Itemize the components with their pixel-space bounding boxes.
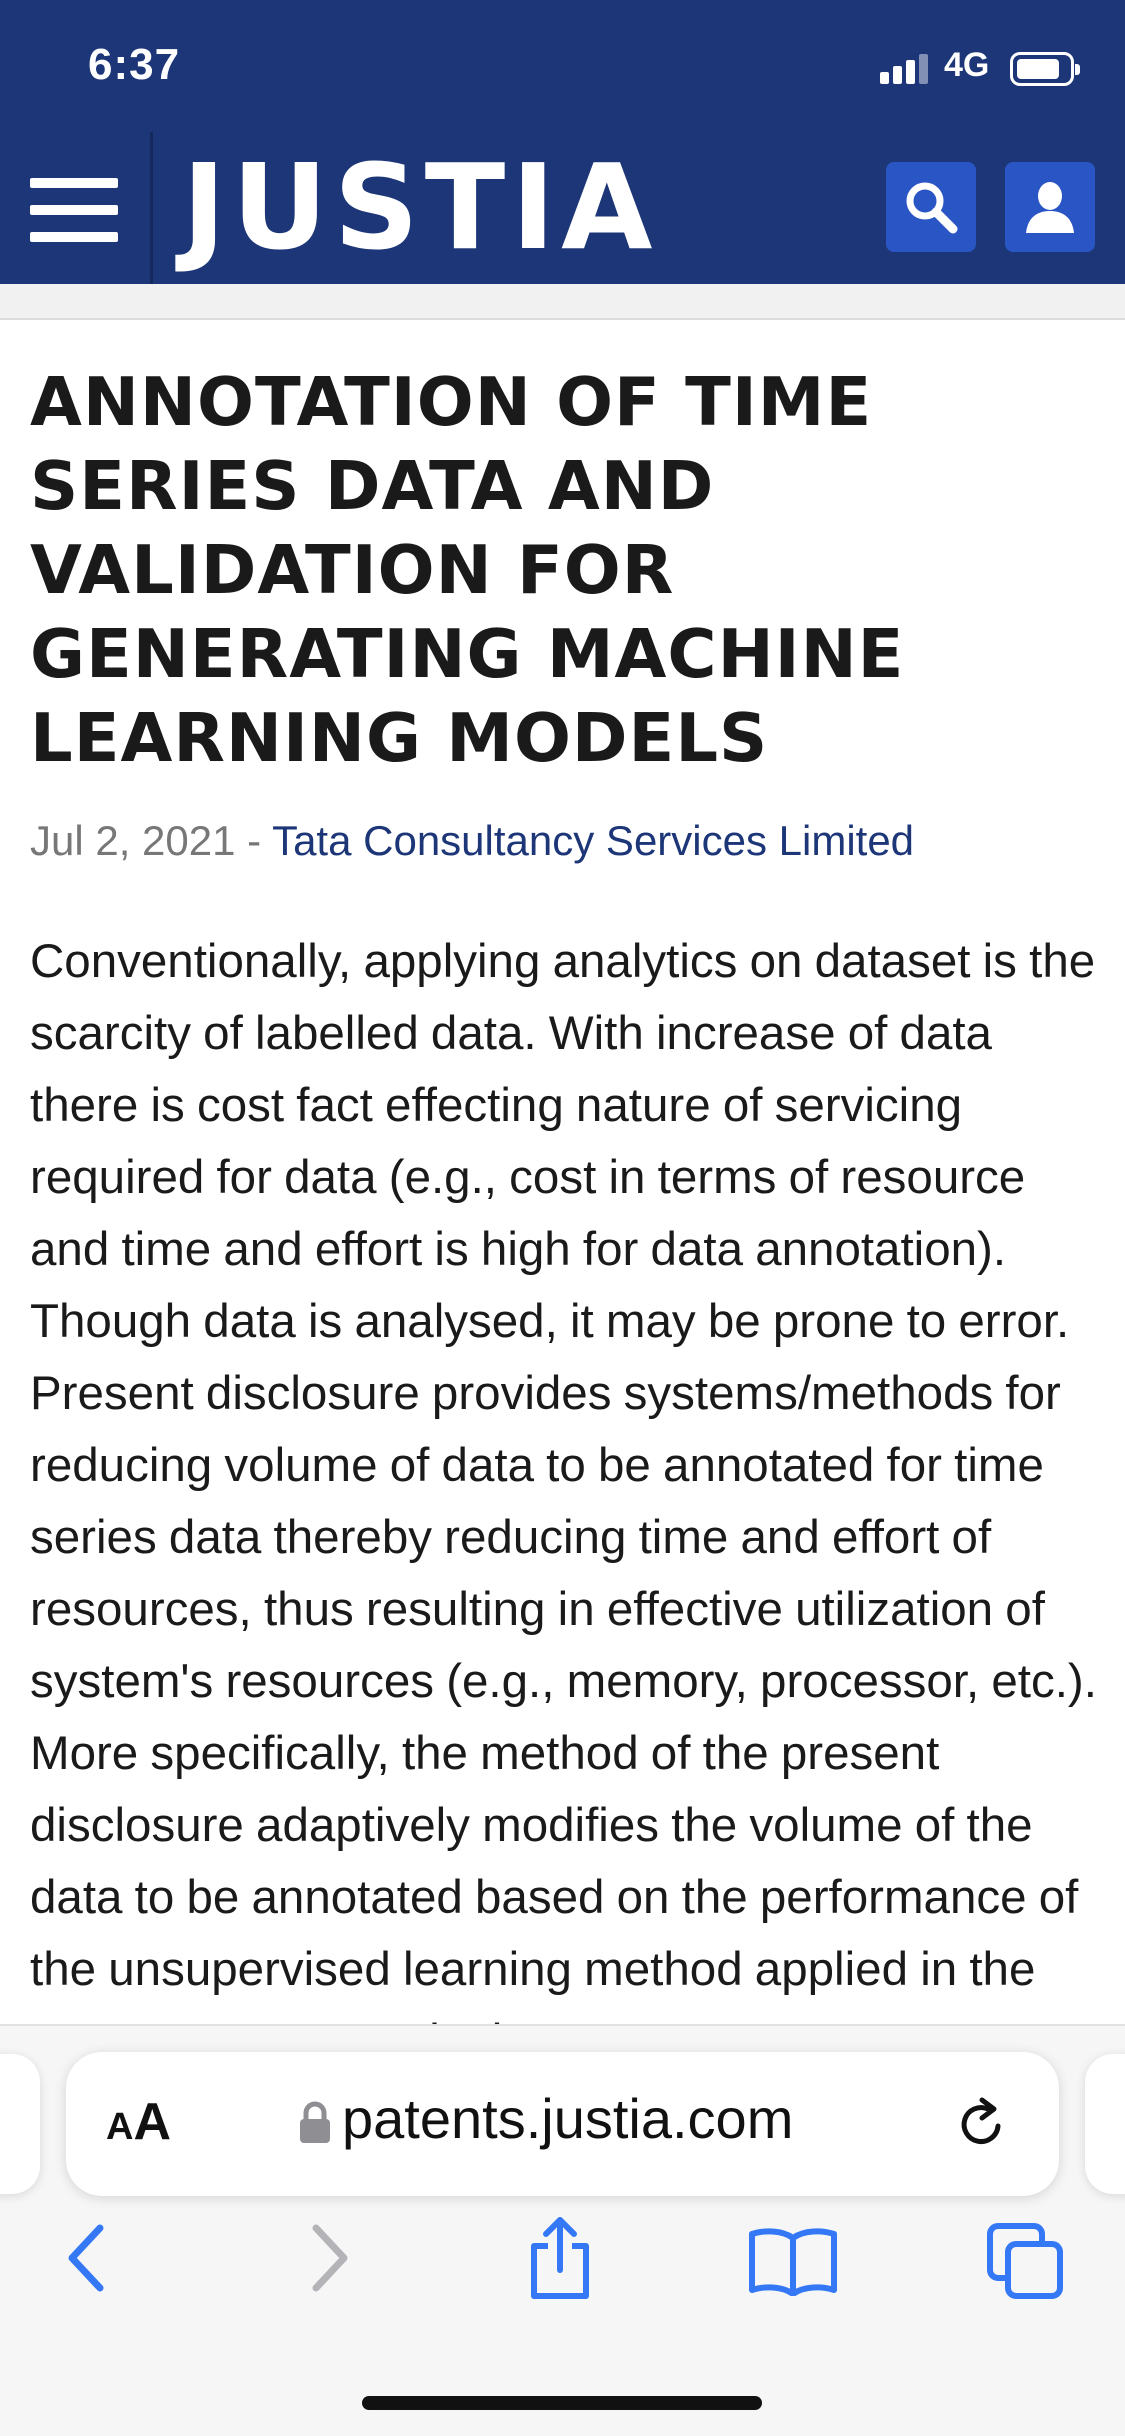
tabs-icon[interactable] bbox=[986, 2222, 1066, 2302]
user-icon bbox=[1020, 177, 1080, 237]
patent-date: Jul 2, 2021 bbox=[30, 817, 236, 864]
header-divider bbox=[150, 132, 153, 284]
meta-separator: - bbox=[235, 817, 273, 864]
patent-title: ANNOTATION OF TIME SERIES DATA AND VALIDATION FOR GENERATING MACHINE LEARNING MODELS bbox=[30, 363, 905, 777]
patent-abstract: Conventionally, applying analytics on dataset is the scarcity of labelled data. With increase of data there is cost fact effecting nature of servicing required for data (e.g., cost in terms of resource and time and effort is high for data annotation). Though data is analysed, it may be prone to error. Present disclosure provides systems/methods for reducing volume of data to be annotated for time series data thereby reducing time and effort of resources, thus resulting in effective utilization of system's resources (e.g., memory, processor, etc.). More specifically, the method of the present disclosure adaptively modifies the volume of the data to be annotated based on the performance of the unsupervised learning method applied in the bbox=[30, 935, 1097, 1996]
justia-logo[interactable]: JUSTIA bbox=[182, 138, 659, 276]
patent-meta bbox=[30, 814, 1100, 868]
home-indicator bbox=[362, 2396, 762, 2410]
browser-toolbar bbox=[0, 2024, 1125, 2436]
search-button[interactable] bbox=[886, 162, 976, 252]
forward-icon[interactable] bbox=[304, 2222, 354, 2294]
assignee-link[interactable]: Tata Consultancy Services Limited bbox=[272, 817, 915, 864]
status-bar bbox=[0, 0, 1125, 132]
site-header bbox=[0, 132, 1125, 284]
next-tab-pill[interactable] bbox=[1085, 2054, 1125, 2194]
patent-article bbox=[30, 360, 1100, 2078]
bookmarks-icon[interactable] bbox=[748, 2226, 838, 2296]
account-button[interactable] bbox=[1005, 162, 1095, 252]
battery-icon bbox=[1010, 52, 1074, 86]
reload-icon[interactable] bbox=[954, 2096, 1010, 2152]
share-icon[interactable] bbox=[524, 2216, 596, 2300]
url-text: patents.justia.com bbox=[342, 2087, 794, 2150]
header-shadow-strip bbox=[0, 284, 1125, 320]
status-time: 6:37 bbox=[88, 40, 181, 89]
signal-icon bbox=[880, 54, 930, 84]
menu-icon[interactable] bbox=[26, 172, 122, 248]
back-icon[interactable] bbox=[62, 2222, 112, 2294]
lock-icon bbox=[298, 2100, 332, 2144]
network-type: 4G bbox=[944, 46, 990, 84]
address-bar[interactable] bbox=[66, 2052, 1059, 2196]
previous-tab-pill[interactable] bbox=[0, 2054, 40, 2194]
search-icon bbox=[901, 177, 961, 237]
text-size-button[interactable]: AA bbox=[106, 2093, 172, 2151]
